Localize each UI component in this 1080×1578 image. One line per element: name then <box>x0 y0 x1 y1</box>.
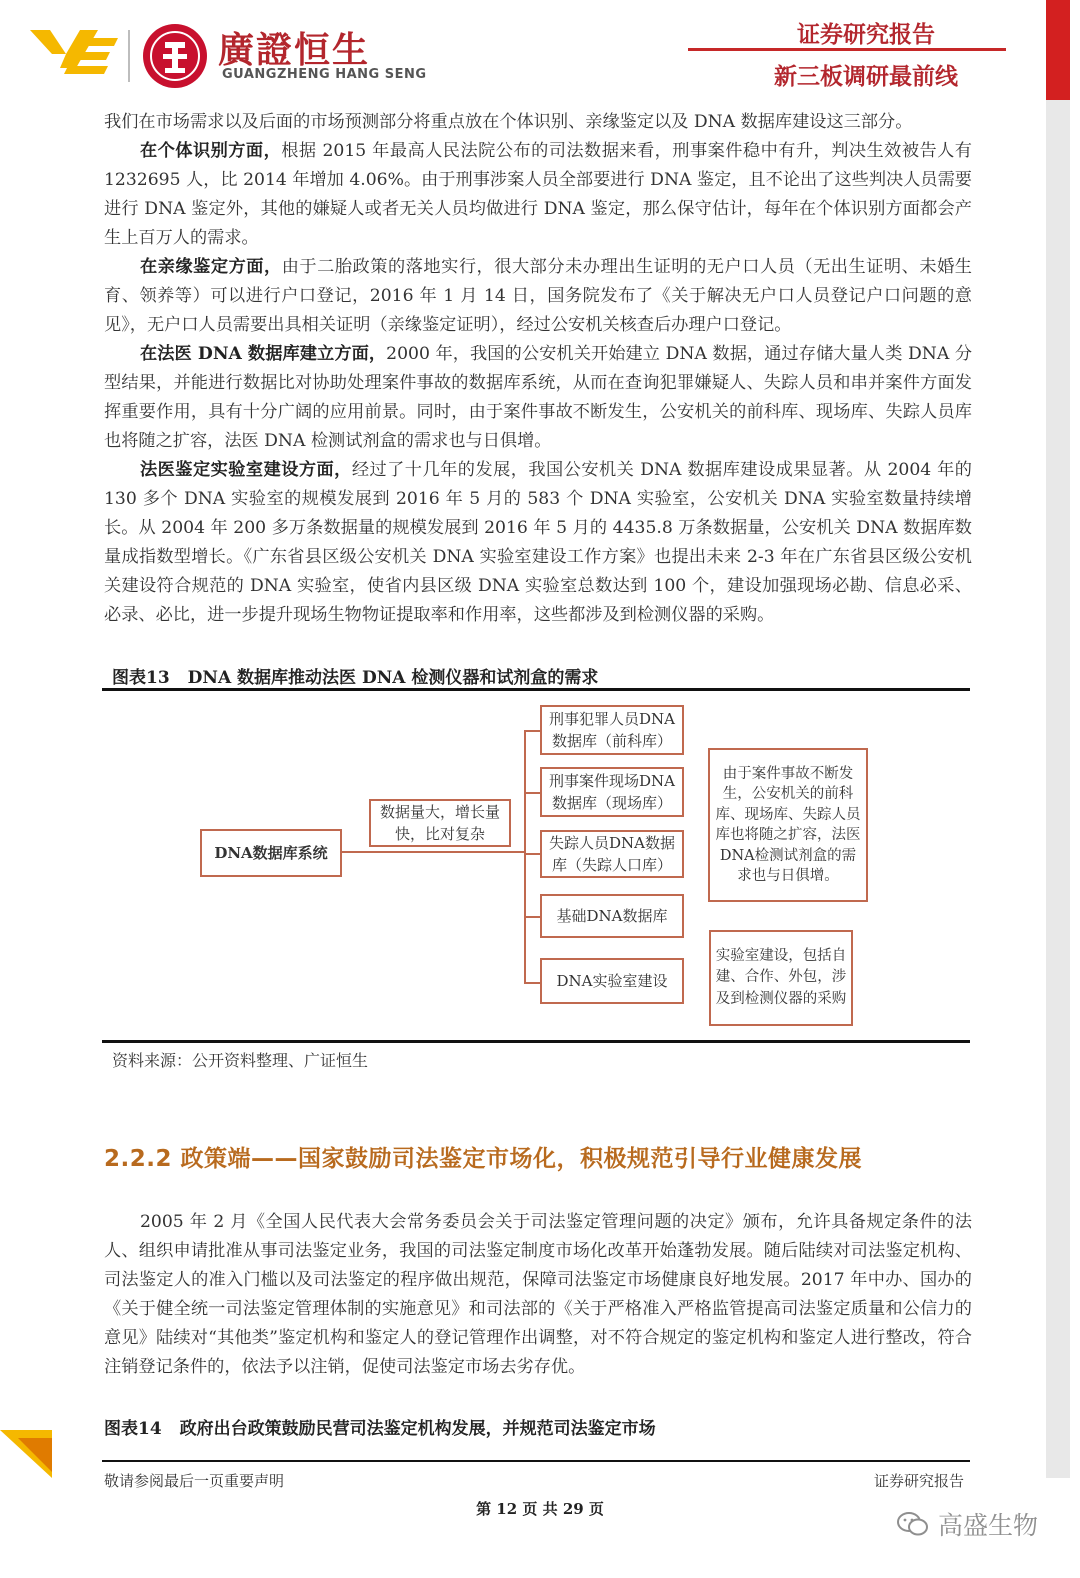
figure13-label: 图表13 <box>112 668 170 688</box>
diagram-branch-connector <box>524 982 540 984</box>
watermark <box>896 1506 1038 1542</box>
page-number: 第 12 页 共 29 页 <box>476 1500 604 1518</box>
logo-divider <box>128 30 130 82</box>
diagram-root-connector <box>342 851 526 853</box>
paragraph-policy: 2005 年 2 月《全国人民代表大会常务委员会关于司法鉴定管理问题的决定》颁布，允许具备规定条件的法人、组织申请批准从事司法鉴定业务，我国的司法鉴定制度市场化改革开始蓬勃发展。随后陆续对司法鉴定机构、司法鉴定人的准入门槛以及司法鉴定的程序做出规范，保障司法鉴定市场健康良好地发展。2017 年中办、国办的《关于健全统一司法鉴定管理体制的实施意见》和司法部的《关于严格准入严格监管提高司法鉴定质量和公信力的意见》陆续对“其他类”鉴定机构和鉴定人的登记管理作出调整，对不符合规定的鉴定机构和鉴定人进行整改，符合注销登记条件的，依法予以注销，促使司法鉴定市场去劣存优。 <box>104 1212 972 1377</box>
footer-disclaimer: 敬请参阅最后一页重要声明 <box>104 1472 285 1490</box>
figure13-title: DNA 数据库推动法医 DNA 检测仪器和试剂盒的需求 <box>187 668 599 688</box>
yue-logo-icon <box>30 28 118 80</box>
diagram-branch-lab: DNA实验室建设 <box>540 958 684 1004</box>
diagram-branch-connector <box>524 916 540 918</box>
wechat-icon <box>896 1510 930 1538</box>
footer-report-type: 证券研究报告 <box>874 1472 965 1490</box>
brand-name-cn: 廣證恒生 <box>218 30 371 71</box>
diagram-trunk-line <box>524 730 526 984</box>
paragraph-lab: 法医鉴定实验室建设方面，经过了十几年的发展，我国公安机关 DNA 数据库建设成果显著。从 2004 年的 130 多个 DNA 实验室的规模发展到 2016 年 5 月的 583 个 DNA 实验室，公安机关 DNA 实验室数量持续增长。从 2004 年 200 多万条数据量的规模发展到 2016 年 5 月的 4435.8 万条数据量，公安机关 DNA 数据库数量成指数型增长。《广东省县区级公安机关 DNA 实验室建设工作方案》也提出未来 2-3 年在广东省县区级公安机关建设符合规范的 DNA 实验室，使省内县区级 DNA 实验室总数达到 100 个，建设加强现场必勘、信息必采、必录、必比，进一步提升现场生物物证提取率和作用率，这些都涉及到检测仪器的采购。 <box>104 460 972 625</box>
footer-corner-icon <box>0 1430 52 1478</box>
seal-emblem-icon <box>161 38 189 76</box>
watermark-text: 高盛生物 <box>938 1511 1039 1540</box>
paragraph-individual-id: 在个体识别方面，根据 2015 年最高人民法院公布的司法数据来看，刑事案件稳中有升，判决生效被告人有 1232695 人，比 2014 年增加 4.06%。由于刑事涉案人员全部要进行 DNA 鉴定，且不论出了这些判决人员需要进行 DNA 鉴定外，其他的嫌疑人或者无关人员均做进行 DNA 鉴定，那么保守估计，每年在个体识别方面都会产生上百万人的需求。 <box>104 141 972 248</box>
diagram-branch-scene-db: 刑事案件现场DNA数据库（现场库） <box>540 767 684 817</box>
diagram-note-database: 由于案件事故不断发生，公安机关的前科库、现场库、失踪人员库也将随之扩容，法医DNA检测试剂盒的需求也与日俱增。 <box>708 748 868 902</box>
figure13-source: 资料来源：公开资料整理、广证恒生 <box>112 1051 369 1070</box>
side-accent-bar <box>1046 0 1070 100</box>
diagram-note-lab: 实验室建设，包括自建、合作、外包，涉及到检测仪器的采购 <box>709 930 853 1026</box>
diagram-branch-criminal-db: 刑事犯罪人员DNA数据库（前科库） <box>540 705 684 755</box>
header-rule <box>688 48 1006 51</box>
diagram-branch-connector <box>524 730 540 732</box>
brand-name-en: GUANGZHENG HANG SENG <box>222 67 427 82</box>
figure13-bottom-rule <box>102 1040 970 1043</box>
figure14-label: 图表14 <box>104 1419 162 1439</box>
paragraph-kinship: 在亲缘鉴定方面，由于二胎政策的落地实行，很大部分未办理出生证明的无户口人员（无出生证明、未婚生育、领养等）可以进行户口登记，2016 年 1 月 14 日，国务院发布了《关于解决无户口人员登记户口问题的意见》，无户口人员需要出具相关证明（亲缘鉴定证明），经过公安机关核查后办理户口登记。 <box>104 257 972 335</box>
figure13-top-rule <box>102 688 970 691</box>
report-series-title: 新三板调研最前线 <box>774 64 958 90</box>
section-heading: 2.2.2 政策端——国家鼓励司法鉴定市场化，积极规范引导行业健康发展 <box>104 1146 862 1172</box>
diagram-reason-node: 数据量大，增长量快，比对复杂 <box>369 799 511 847</box>
paragraph-database: 在法医 DNA 数据库建立方面，2000 年，我国的公安机关开始建立 DNA 数据，通过存储大量人类 DNA 分型结果，并能进行数据比对协助处理案件事故的数据库系统，从而在查询犯罪嫌疑人、失踪人员和串并案件方面发挥重要作用，具有十分广阔的应用前景。同时，由于案件事故不断发生，公安机关的前科库、现场库、失踪人员库也将随之扩容，法医 DNA 检测试剂盒的需求也与日俱增。 <box>104 344 973 451</box>
paragraph-intro: 我们在市场需求以及后面的市场预测部分将重点放在个体识别、亲缘鉴定以及 DNA 数据库建设这三部分。 <box>104 112 913 132</box>
diagram-branch-connector <box>526 853 540 855</box>
diagram-root-node: DNA数据库系统 <box>200 829 342 877</box>
diagram-branch-basic-db: 基础DNA数据库 <box>540 894 684 938</box>
diagram-branch-missing-db: 失踪人员DNA数据库（失踪人口库） <box>540 830 684 878</box>
figure13-caption <box>112 663 616 688</box>
diagram-branch-connector <box>524 792 540 794</box>
side-gray-bar <box>1046 100 1070 1478</box>
figure14-caption <box>104 1414 674 1439</box>
figure14-title: 政府出台政策鼓励民营司法鉴定机构发展，并规范司法鉴定市场 <box>179 1419 656 1439</box>
footer-rule <box>102 1460 970 1462</box>
report-type-title: 证券研究报告 <box>797 22 935 48</box>
